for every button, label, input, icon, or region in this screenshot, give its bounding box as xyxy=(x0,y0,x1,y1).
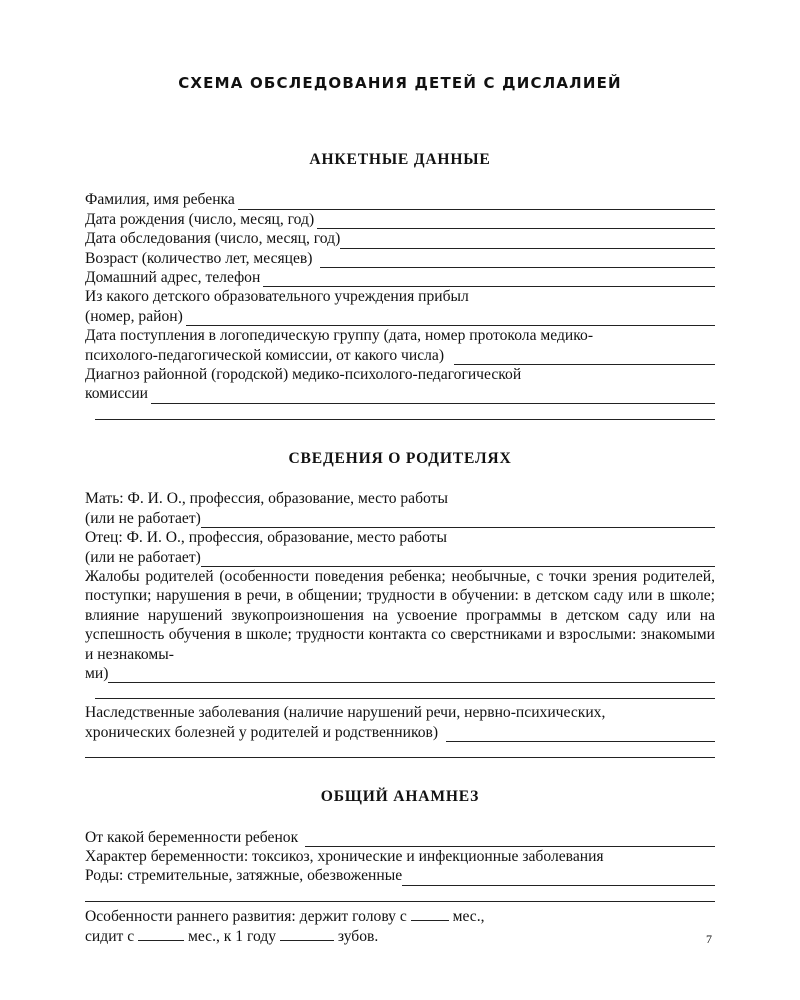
complaints-paragraph: Жалобы родителей (особенности поведения ребенка; необычные, с точки зрения родителей, поступки; нарушения в речи, в общении; трудности в обучении: в детском саду или в школе; влияние нарушений звукопроизношения на усвоение программы в детском саду или на успешность обучения в школе; трудности контакта со сверстниками и взрослыми: знакомыми и незнакомы- xyxy=(85,567,715,663)
field-label: психолого-педагогической комиссии, от какого числа) xyxy=(85,346,445,364)
field-label: комиссии xyxy=(85,385,149,403)
field-label: Фамилия, имя ребенка xyxy=(85,191,235,209)
field-complaints xyxy=(85,664,715,683)
field-label: зубов. xyxy=(337,928,379,946)
field-label: Дата обследования (число, месяц, год) xyxy=(85,230,341,248)
field-age xyxy=(85,249,715,268)
field-surname xyxy=(85,190,715,209)
field-label: Диагноз районной (городской) медико-психолого-педагогической xyxy=(85,366,522,384)
fill-line[interactable] xyxy=(411,906,449,921)
field-label: мес., xyxy=(452,907,485,925)
fill-line[interactable] xyxy=(305,831,715,847)
fill-line[interactable] xyxy=(186,310,715,326)
field-label: (или не работает) xyxy=(85,548,201,566)
section-heading-anketa: АНКЕТНЫЕ ДАННЫЕ xyxy=(309,151,491,168)
fill-line[interactable] xyxy=(138,926,184,941)
field-label: Домашний адрес, телефон xyxy=(85,269,261,287)
form-body xyxy=(85,150,715,947)
fill-line[interactable] xyxy=(263,271,715,287)
fill-line[interactable] xyxy=(95,404,715,420)
field-diagnosis xyxy=(85,384,715,403)
field-admission xyxy=(85,346,715,365)
fill-line[interactable] xyxy=(201,512,715,528)
field-label: сидит с xyxy=(85,928,135,946)
page-title: СХЕМА ОБСЛЕДОВАНИЯ ДЕТЕЙ С ДИСЛАЛИЕЙ xyxy=(178,74,622,92)
fill-line[interactable] xyxy=(85,742,715,758)
field-label: ми) xyxy=(85,664,109,682)
fill-line[interactable] xyxy=(446,726,715,742)
field-mother xyxy=(85,509,715,528)
field-label: Наследственные заболевания (наличие нарушений речи, нервно-психических, xyxy=(85,704,606,722)
field-label: Особенности раннего развития: держит голову с xyxy=(85,907,407,925)
field-hereditary xyxy=(85,723,715,742)
field-birth xyxy=(85,866,715,885)
field-label: Из какого детского образовательного учреждения прибыл xyxy=(85,288,469,306)
fill-line[interactable] xyxy=(95,683,715,699)
fill-line[interactable] xyxy=(454,349,715,365)
field-label: (номер, район) xyxy=(85,307,183,325)
fill-line[interactable] xyxy=(238,194,715,210)
field-birthdate xyxy=(85,210,715,229)
field-label: Дата поступления в логопедическую группу (дата, номер протокола медико- xyxy=(85,327,594,345)
field-exam-date xyxy=(85,229,715,248)
early-development-line xyxy=(85,906,715,926)
section-heading-parents: СВЕДЕНИЯ О РОДИТЕЛЯХ xyxy=(288,449,512,467)
fill-line[interactable] xyxy=(201,551,715,567)
fill-line[interactable] xyxy=(85,886,715,902)
fill-line[interactable] xyxy=(108,667,715,683)
fill-line[interactable] xyxy=(317,213,715,229)
fill-line[interactable] xyxy=(340,233,715,249)
field-institution xyxy=(85,307,715,326)
fill-line[interactable] xyxy=(280,926,334,941)
field-label: Возраст (количество лет, месяцев) xyxy=(85,249,313,267)
field-label: Характер беременности: токсикоз, хронические и инфекционные заболевания xyxy=(85,847,604,865)
field-label: Дата рождения (число, месяц, год) xyxy=(85,210,315,228)
fill-line[interactable] xyxy=(402,870,715,886)
field-pregnancy xyxy=(85,828,715,847)
fill-line[interactable] xyxy=(320,252,715,268)
field-address xyxy=(85,268,715,287)
page-number: 7 xyxy=(706,932,712,946)
field-label: мес., к 1 году xyxy=(188,928,277,946)
sits-teeth-line xyxy=(85,926,715,946)
field-label: Роды: стремительные, затяжные, обезвоженные xyxy=(85,867,403,885)
field-label: Отец: Ф. И. О., профессия, образование, место работы xyxy=(85,529,447,547)
fill-line[interactable] xyxy=(151,388,715,404)
field-label: хронических болезней у родителей и родственников) xyxy=(85,723,439,741)
field-label: (или не работает) xyxy=(85,509,201,527)
section-heading-anamnesis: ОБЩИЙ АНАМНЕЗ xyxy=(320,788,480,806)
field-label: Мать: Ф. И. О., профессия, образование, место работы xyxy=(85,490,448,508)
field-father xyxy=(85,548,715,567)
field-label: От какой беременности ребенок xyxy=(85,828,299,846)
